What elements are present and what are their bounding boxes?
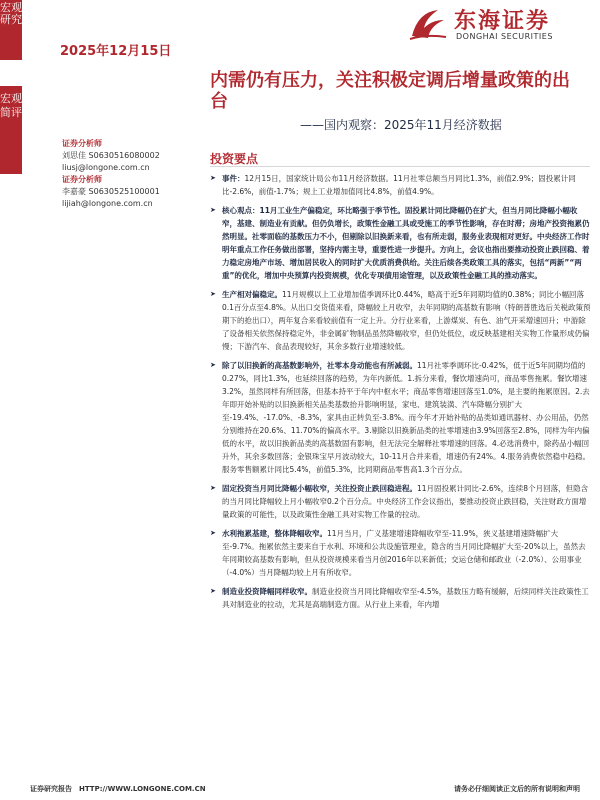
report-subtitle: ——国内观察：2025年11月经济数据 [300,118,502,132]
bullet-text: 12月15日，国家统计局公布11月经济数据。11月社零总额当月同比1.3%，前值2.9%；固投累计同比-2.6%，前值-1.7%；规上工业增加值同比4.8%，前值4.9%。 [222,174,576,196]
analyst-email[interactable]: liusj@longone.com.cn [62,163,150,172]
bullet-lead: 固定投资当月同比降幅小幅收窄，关注投资止跌回稳进程。 [222,484,417,493]
analyst-entry [62,138,202,174]
bullet-lead: 生产相对偏稳定。 [222,290,282,299]
bullet-text: 11月规模以上工业增加值季调环比0.44%，略高于近5年同期均值的0.38%；同比小幅回落0.1百分点至4.8%。从出口交货值来看，降幅较上月收窄，去年同期的高基数有影响（特朗普胜选后关税政策预期下的抢出口），两年复合来看较前值有一定上升。分行业来看，上游煤炭、有色、油气开采增速回升；中游除了设备相关依然保持稳定外，非金属矿物制品虽然降幅收窄，但仍处低位，或反映基建相关实物工作量形成仍偏慢；下游汽车、食品表现较好，其余多数行业增速较低。 [222,290,591,351]
report-title: 内需仍有压力，关注积极定调后增量政策的出台 [210,70,570,112]
logo-text-cn: 东海证券 [454,9,551,34]
bullet-icon: ➤ [210,529,216,537]
list-item [210,359,592,476]
key-points-list [210,172,592,617]
bullet-icon: ➤ [210,587,216,595]
report-type-label: 宏观简评 [0,92,22,119]
analyst-role: 证券分析师 [62,175,102,184]
bullet-icon: ➤ [210,484,216,492]
bullet-lead: 水利拖累基建，整体降幅收窄。 [222,529,327,538]
company-logo [408,4,586,48]
bullet-text: 中央经济工作时明年重点工作任务做出部署，坚持内需主导，重要性进一步提升。方向上，会议也指出要推动投资止跌回稳、着力稳定房地产市场、增加居民收入的同时扩大优质消费供给。关注后续各类政策工具的落实，包括“两新”“两重”的优化，增加中央预算内投资规模，优化专项债用途管理，以及政策性金融工具的推动落实。 [222,232,590,280]
bullet-text: 制造业投资当月同比降幅收窄至-4.5%，基数压力略有缓解，后续同样关注政策性工具对制造业的拉动，尤其是高端制造方面。从行业上来看，年内增 [222,587,589,609]
bullet-icon: ➤ [210,290,216,298]
bullet-icon: ➤ [210,206,216,214]
list-item [210,204,592,282]
analyst-block [62,138,202,210]
bullet-icon: ➤ [210,361,216,369]
logo-wave-icon [408,6,448,42]
list-item [210,585,592,611]
section-title: 投资要点 [210,152,259,166]
analyst-role: 证券分析师 [62,139,102,148]
analyst-name: 李嘉豪 S0630525100001 [62,187,160,196]
analyst-name: 刘思佳 S0630516080002 [62,151,160,160]
footer-website[interactable]: 证券研究报告 HTTP://WWW.LONGONE.COM.CN [30,785,206,793]
category-band-top [0,0,22,60]
bullet-text: 11月社零季调环比-0.42%，低于近5年同期均值的0.27%，同比1.3%，也延续回落的趋势，为年内新低。1.拆分来看，餐饮增速尚可，商品零售拖累。餐饮增速3.2%，虽然同样有所回落，但基本持平于年内中枢水平；商品零售增速回落至1.0%，是主要的拖累原因。2.去年即开始补贴的以旧换新相关品类基数抬升影响明显，家电、建筑装潢、汽车降幅分别扩大至-19.4%、-17.0%、-8.3%，家具由正转负至-3.8%。而今年才开始补贴的品类如通讯器材、办公用品，仍然分别维持在20.6%、11.70%的偏高水平。3.剔除以旧换新品类的社零增速由3.9%回落至2.8%，同样为年内偏低的水平，故以旧换新品类的高基数固有影响，但无法完全解释社零增速的回落。4.必选消费中，除药品小幅回升外，其余多数回落；金银珠宝早月波动较大，10-11月合并来看，增速仍有24%。4.服务消费依然稳中趋稳。服务零售额累计同比5.4%，前值5.3%，比同期商品零售高1.3个百分点。 [222,361,591,474]
list-item [210,482,592,521]
list-item [210,172,592,198]
bullet-lead: 事件： [222,174,245,183]
logo-text-en: DONGHAI SECURITIES [456,32,553,41]
analyst-entry [62,174,202,210]
report-date: 2025年12月15日 [60,44,172,59]
list-item [210,527,592,579]
bullet-icon: ➤ [210,174,216,182]
list-item [210,288,592,353]
analyst-email[interactable]: lijiah@longone.com.cn [62,199,153,208]
report-type-band [0,86,22,174]
bullet-text: 11月当月，广义基建增速降幅收窄至-11.9%，狭义基建增速降幅扩大至-9.7%。拖累依然主要来自于水利、环境和公共设施管理业，隐含的当月同比降幅扩大至-20%以上，虽然去年同期较高基数有影响，但从投资规模来看当月创2016年以来新低；交运仓储和邮政业（-2.0%）、公用事业（-4.0%）当月降幅均较上月有所收窄。 [222,529,586,577]
bullet-text: 11月固投累计同比-2.6%，连续8个月回落，但隐含的当月同比降幅较上月小幅收窄0.2个百分点。中央经济工作会议指出，要推动投资止跌回稳，关注财政方面增量政策的可能性，以及政策性金融工具对实物工作量的拉动。 [222,484,589,519]
bullet-lead: 除了以旧换新的高基数影响外，社零本身动能也有所减弱。 [222,361,417,370]
bullet-lead: 制造业投资降幅同样收窄。 [222,587,312,596]
section-divider [210,166,590,167]
category-label: 宏观研究 [0,1,22,26]
footer-disclaimer: 请务必仔细阅读正文后的所有说明和声明 [454,785,580,793]
bullet-lead: 核心观点：11月工业生产偏稳定，环比略强于季节性。固投累计同比降幅仍在扩大，但当月同比降幅小幅收窄，基建、制造业有贡献。但仍负增长，政策性金融工具或受施工的季节性影响，存在时滞；房地产投资拖累仍然明显。社零面临的基数压力不小，但剔除以旧换新来看，也有所走弱，服务业表现相对更好。 [222,206,590,241]
